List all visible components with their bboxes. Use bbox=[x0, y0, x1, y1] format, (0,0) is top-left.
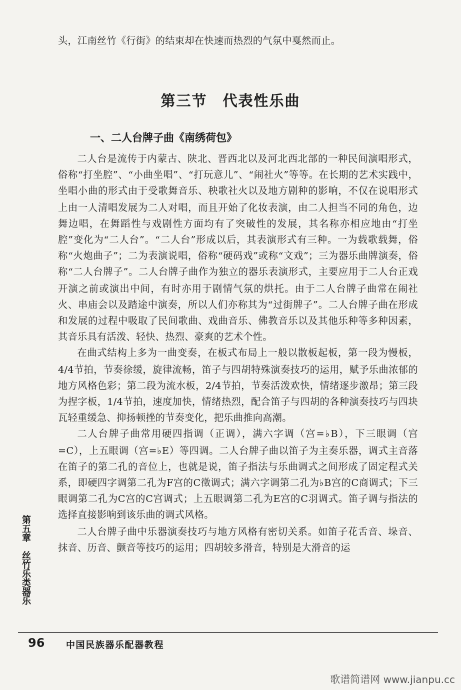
paragraph: 在曲式结构上多为一曲变奏，在板式布局上一般以散板起板，第一段为慢板，4/4节拍，节奏徐缓，旋律流畅，笛子与四胡特殊演奏技巧的运用，赋予乐曲浓郁的地方风格色彩；第二段为流水板，2/4节拍，节奏活泼欢快，情绪逐步激昂；第三段为捏字板，1/4节拍，速度加快，情绪热烈，配合笛子与四胡的各种演奏技巧与四块瓦轻重缓急、抑扬顿挫的节奏变化，把乐曲推向高潮。 bbox=[58, 348, 418, 425]
subheading: 一、二人台牌子曲《南绣荷包》 bbox=[90, 132, 237, 144]
paragraph: 二人台是流传于内蒙古、陕北、晋西北以及河北西北部的一种民间演唱形式，俗称“打坐腔”、“小曲坐唱”、“打玩意儿”、“闹社火”等等。在长期的艺术实践中，坐唱小曲的形式由于受歌舞音乐、秧歌社火以及地方剧种的影响，不仅在说唱形式上由一人清唱发展为二人对唱，而且开始了化妆表演，由二人担当不同的角色，边舞边唱，在舞蹈性与戏剧性方面均有了突破性的发展，其名称亦相应地由“打坐腔”变化为“二人台”。“二人台”形成以后，其表演形式有三种。一为载歌载舞，俗称“火炮曲子”；二为表演说唱，俗称“硬码戏”或称“文戏”；三为器乐曲牌演奏，俗称“二人台牌子”。二人台牌子曲作为独立的器乐表演形式，主要应用于二人台正戏开演之前或演出中间，有时亦用于剧情气氛的烘托。由于二人台牌子曲常在闹社火、串庙会以及踏途中演奏，所以人们亦称其为“过街牌子”。二人台牌子曲在形成和发展的过程中吸取了民间歌曲、戏曲音乐、佛教音乐以及其他乐种等多种因素，其音乐具有活泼、轻快、热烈、豪爽的艺术个性。 bbox=[58, 154, 418, 344]
paragraph: 二人台牌子曲常用硬四指调（正调），满六字调（宫=♭B），下三眼调（宫=C），上五眼调（宫=♭E）等四调。二人台牌子曲以笛子为主奏乐器，调式主音落在笛子的第二孔的音位上，也就是说，笛子指法与乐曲调式之间形成了固定程式关系，即硬四字调第二孔为F宫的C徵调式；满六字调第二孔为♭B宫的C商调式；下三眼调第二孔为C宫的C宫调式；上五眼调第二孔为E宫的C羽调式。笛子调与指法的选择直接影响到该乐曲的调式风格。 bbox=[58, 429, 418, 522]
body-text bbox=[58, 152, 418, 557]
paragraph: 二人台牌子曲中乐器演奏技巧与地方风格有密切关系。如笛子花舌音、垛音、抹音、历音、颤音等技巧的运用；四胡较多滑音，特别是大滑音的运 bbox=[58, 526, 418, 554]
page-number: 96 bbox=[28, 636, 45, 650]
footer-rule bbox=[18, 632, 438, 633]
chapter-sidebar-label: 第五章 丝竹乐类器乐 bbox=[20, 515, 30, 605]
section-title: 第三节 代表性乐曲 bbox=[160, 94, 301, 110]
continuation-paragraph: 头，江南丝竹《行街》的结束却在快速而热烈的气氛中戛然而止。 bbox=[58, 36, 341, 47]
book-title: 中国民族器乐配器教程 bbox=[66, 641, 165, 651]
watermark: 歌谱简谱网 www.jianpu.cc bbox=[330, 675, 455, 686]
top-continuation-text bbox=[58, 34, 418, 50]
